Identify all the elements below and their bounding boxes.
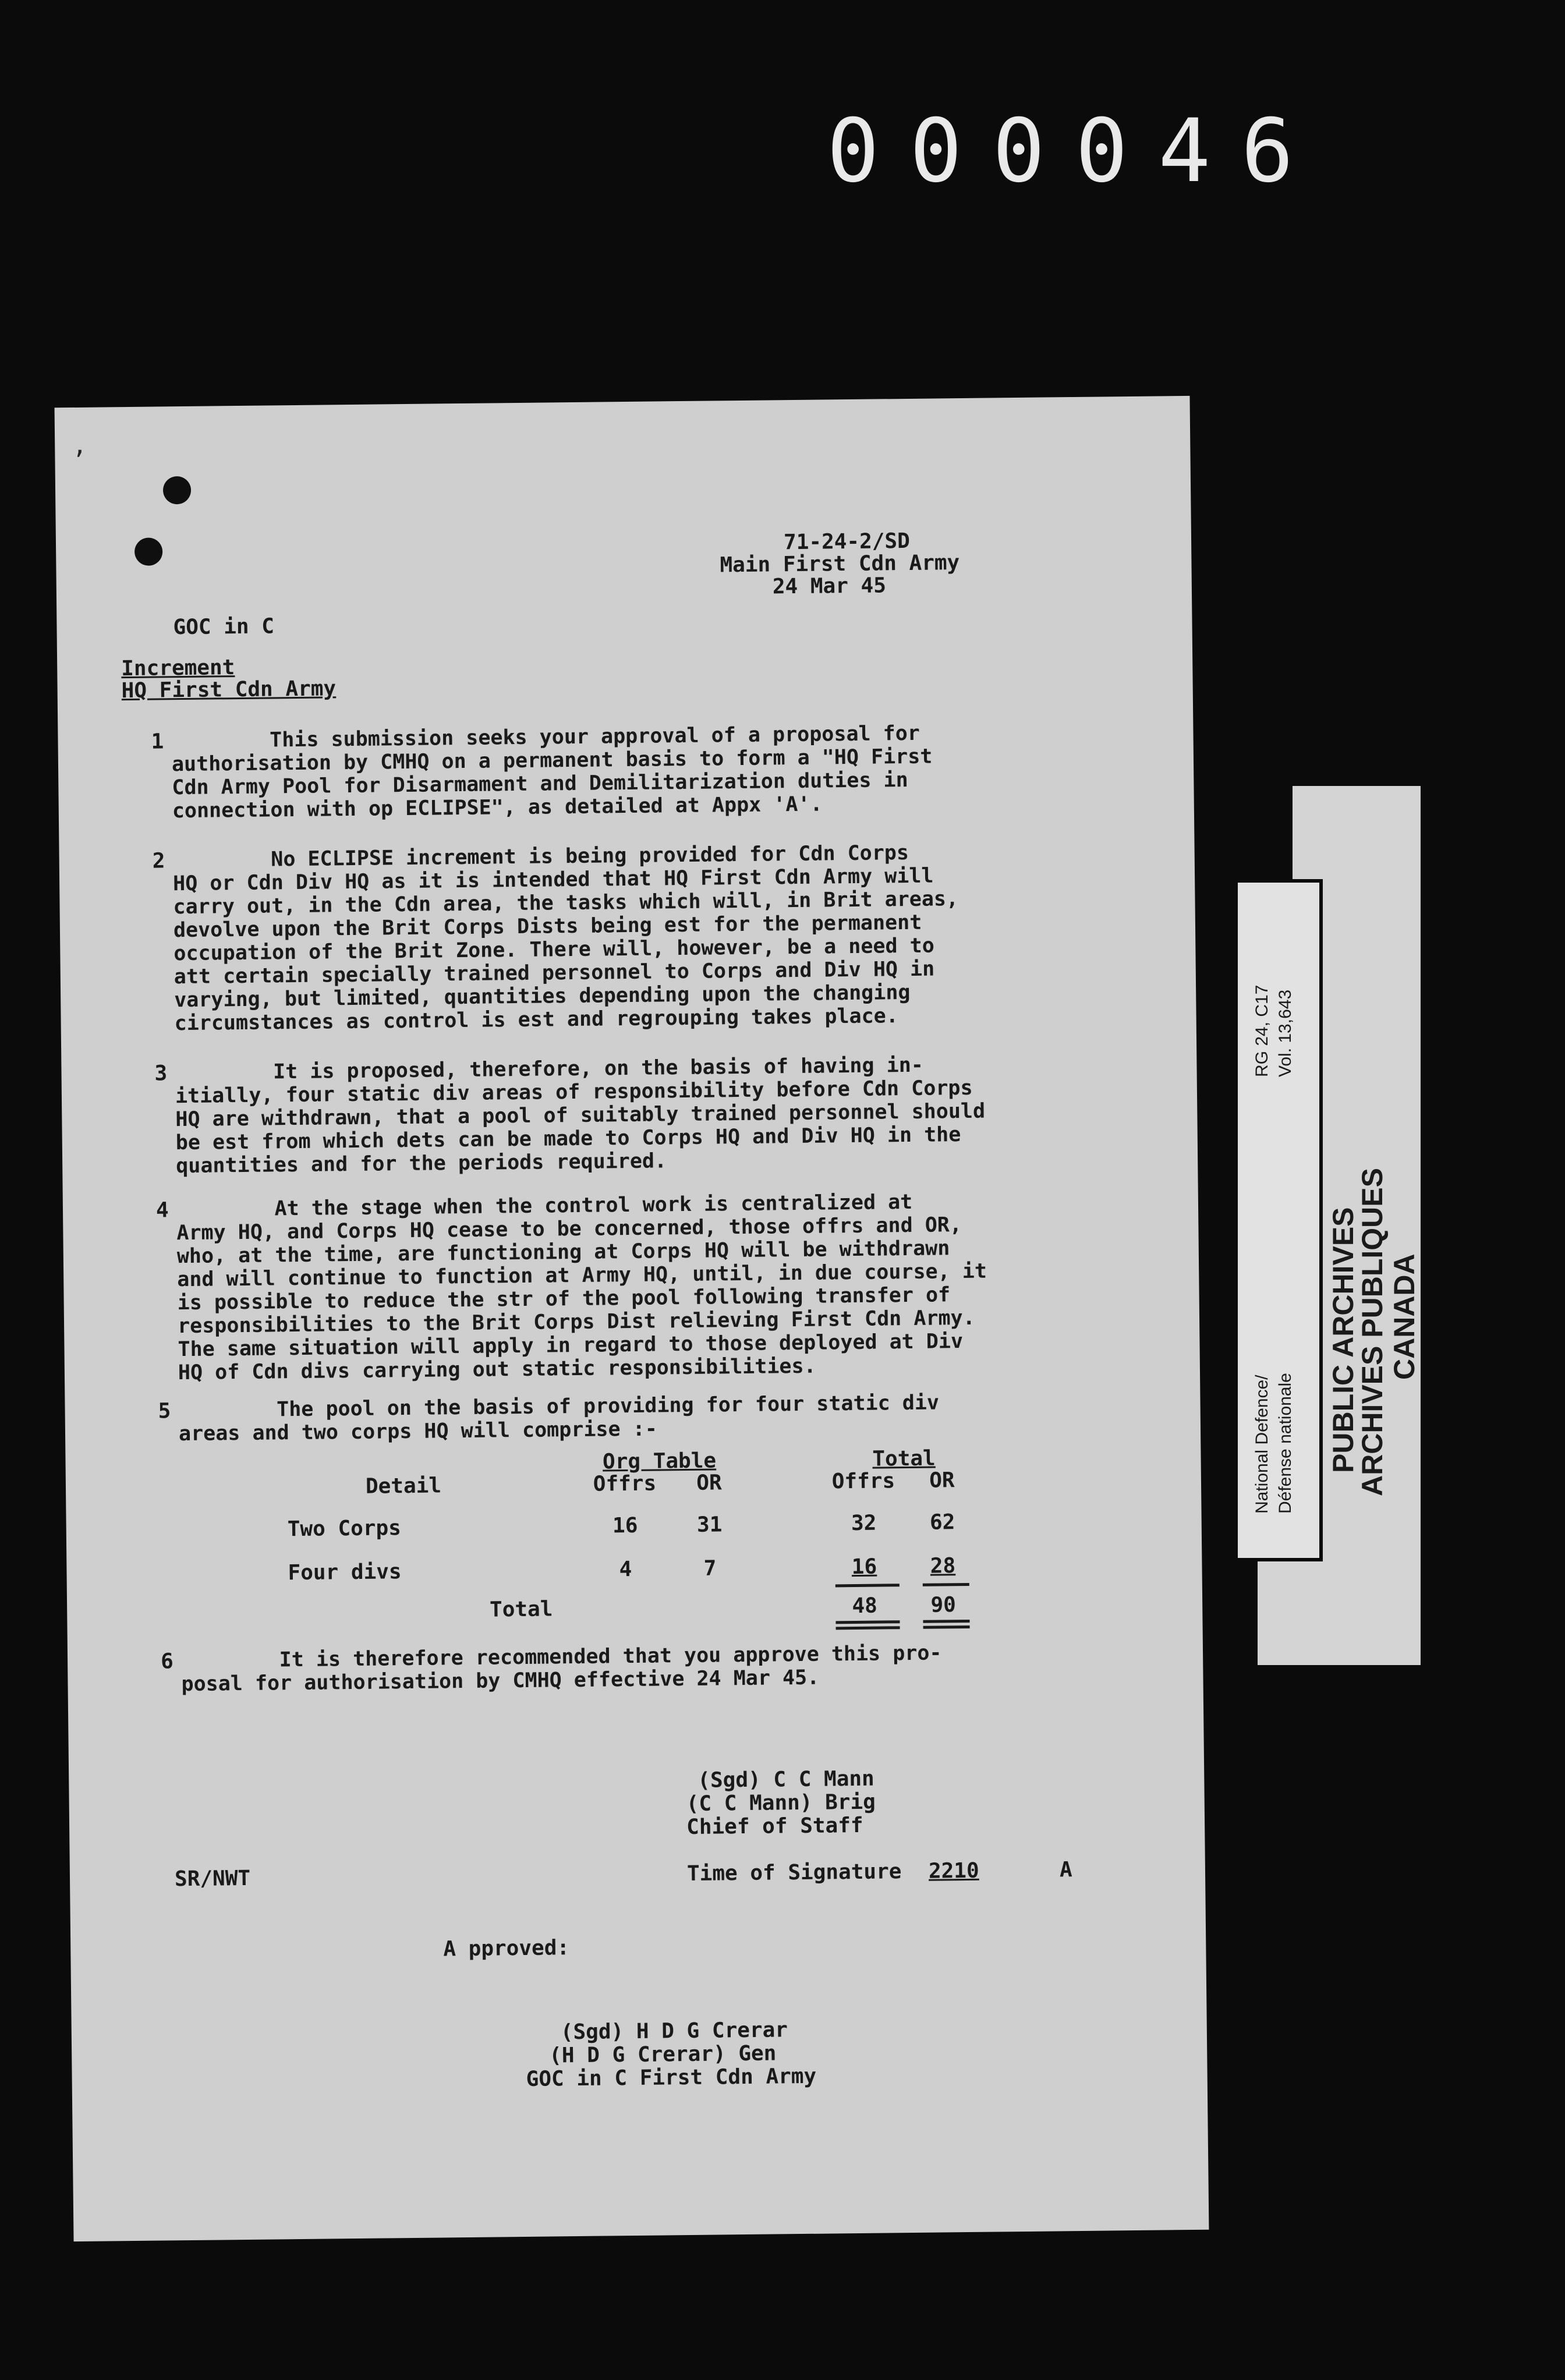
addressee: GOC in C [173,614,275,640]
total-double-rule [923,1620,969,1623]
total-double-rule [923,1625,970,1629]
archive-dept-line-1: National Defence/ [1252,1375,1272,1514]
approval-line-1: (Sgd) H D G Crerar [560,2018,788,2045]
para-number: 1 [151,729,164,754]
table-row-label: Four divs [288,1560,402,1585]
table-total-or: 90 [930,1593,957,1617]
table-total-offrs: 48 [852,1593,878,1618]
subject-line-1: Increment [121,656,235,681]
paragraph-5: The pool on the basis of providing for four static div areas and two corps HQ will comprise :- [178,1391,940,1446]
time-of-signature-label: Time of Signature [686,1860,902,1886]
subtotal-rule [923,1583,969,1586]
file-reference: 71-24-2/SD [783,529,911,555]
table-cell: 4 [619,1557,632,1582]
table-sub-offrs: Offrs [831,1469,895,1494]
table-cell: 28 [930,1554,956,1578]
paragraph-4: At the stage when the control work is centralized at Army HQ, and Corps HQ cease to be concerned, those offrs and OR, who, at the time, are functioning at Corps HQ will be withdrawn and will continue to function at Army HQ, until, in due course, it is possible to reduce the str of the pool following transfer of responsibilities to the Brit Corps Dist relieving First Cdn Army. The same situation will apply in regard to those deployed at Div HQ of Cdn divs carrying out static responsibilities. [176,1190,987,1385]
time-of-signature-suffix: A [1059,1858,1072,1882]
approval-line-2: (H D G Crerar) Gen [549,2041,777,2068]
archive-name-line-3: CANADA [1388,1253,1421,1380]
signature-line-2: (C C Mann) Brig [686,1790,876,1816]
paragraph-6: It is therefore recommended that you approve this pro- posal for authorisation by CMHQ effective 24 Mar 45. [180,1641,942,1697]
origin-line: Main First Cdn Army [720,551,960,578]
paragraph-2: No ECLIPSE increment is being provided for Cdn Corps HQ or Cdn Div HQ as it is intended that HQ First Cdn Army will carry out, in the Cdn area, the tasks which will, in Brit areas, devolve upon the Brit Corps Dists being est for the permanent occupation of the Brit Zone. There will, however, be a need to att certain specially trained personnel to Corps and Div HQ in varying, but limited, quantities depending upon the changing circumstances as control is est and regrouping takes place. [172,841,959,1036]
para-number: 6 [160,1649,174,1674]
table-group-org-table: Org Table [602,1448,717,1474]
table-group-total: Total [872,1446,936,1471]
microfilm-frame-number: 000046 [827,101,1324,202]
para-number: 3 [154,1061,168,1086]
subject-line-2: HQ First Cdn Army [121,677,337,703]
table-header-detail: Detail [365,1474,442,1499]
approval-line-3: GOC in C First Cdn Army [526,2064,817,2091]
archive-name-line-1: PUBLIC ARCHIVES [1327,1207,1359,1473]
para-number: 5 [158,1399,171,1423]
punch-hole-top [163,476,192,505]
table-cell: 16 [612,1513,638,1538]
paragraph-3: It is proposed, therefore, on the basis of having in- itially, four static div areas of responsibility before Cdn Corps HQ are withdrawn, that a pool of suitably trained personnel should be est from which dets can be made to Corps HQ and Div HQ in the quantities and for the periods required. [175,1053,986,1178]
table-cell: 32 [851,1511,877,1536]
total-double-rule [836,1626,900,1630]
archive-ref-line-2: Vol. 13,643 [1276,989,1295,1077]
archive-name-line-2: ARCHIVES PUBLIQUES [1356,1168,1389,1496]
punch-hole-bottom [134,537,163,566]
time-of-signature-value: 2210 [928,1858,979,1883]
table-row-label: Two Corps [287,1516,402,1542]
approved-label: A pproved: [443,1936,570,1961]
table-sub-or: OR [696,1471,722,1495]
archive-ref-line-1: RG 24, C17 [1252,984,1272,1077]
archive-dept-line-2: Défense nationale [1276,1373,1295,1514]
paragraph-1: This submission seeks your approval of a proposal for authorisation by CMHQ on a permanent basis to form a "HQ First Cdn Army Pool for Disarmament and Demilitarization duties in connection with op ECLIPSE", as detailed at Appx 'A'. [171,721,933,823]
para-number: 2 [152,849,165,873]
table-cell: 31 [696,1513,723,1537]
para-number: 4 [155,1198,169,1223]
table-cell: 62 [929,1510,955,1535]
card-notch [1258,786,1293,879]
table-sub-or: OR [929,1468,955,1493]
signature-line-3: Chief of Staff [686,1813,863,1840]
margin-mark: , [72,430,87,459]
table-sub-offrs: Offrs [593,1471,657,1496]
document-page [55,396,1209,2241]
table-total-label: Total [489,1597,553,1622]
total-double-rule [835,1620,900,1624]
date-line: 24 Mar 45 [772,573,887,599]
signature-line-1: (Sgd) C C Mann [697,1766,874,1793]
typist-reference: SR/NWT [174,1866,251,1892]
table-cell: 7 [703,1556,717,1581]
subtotal-rule [835,1584,900,1587]
table-cell: 16 [851,1554,877,1579]
